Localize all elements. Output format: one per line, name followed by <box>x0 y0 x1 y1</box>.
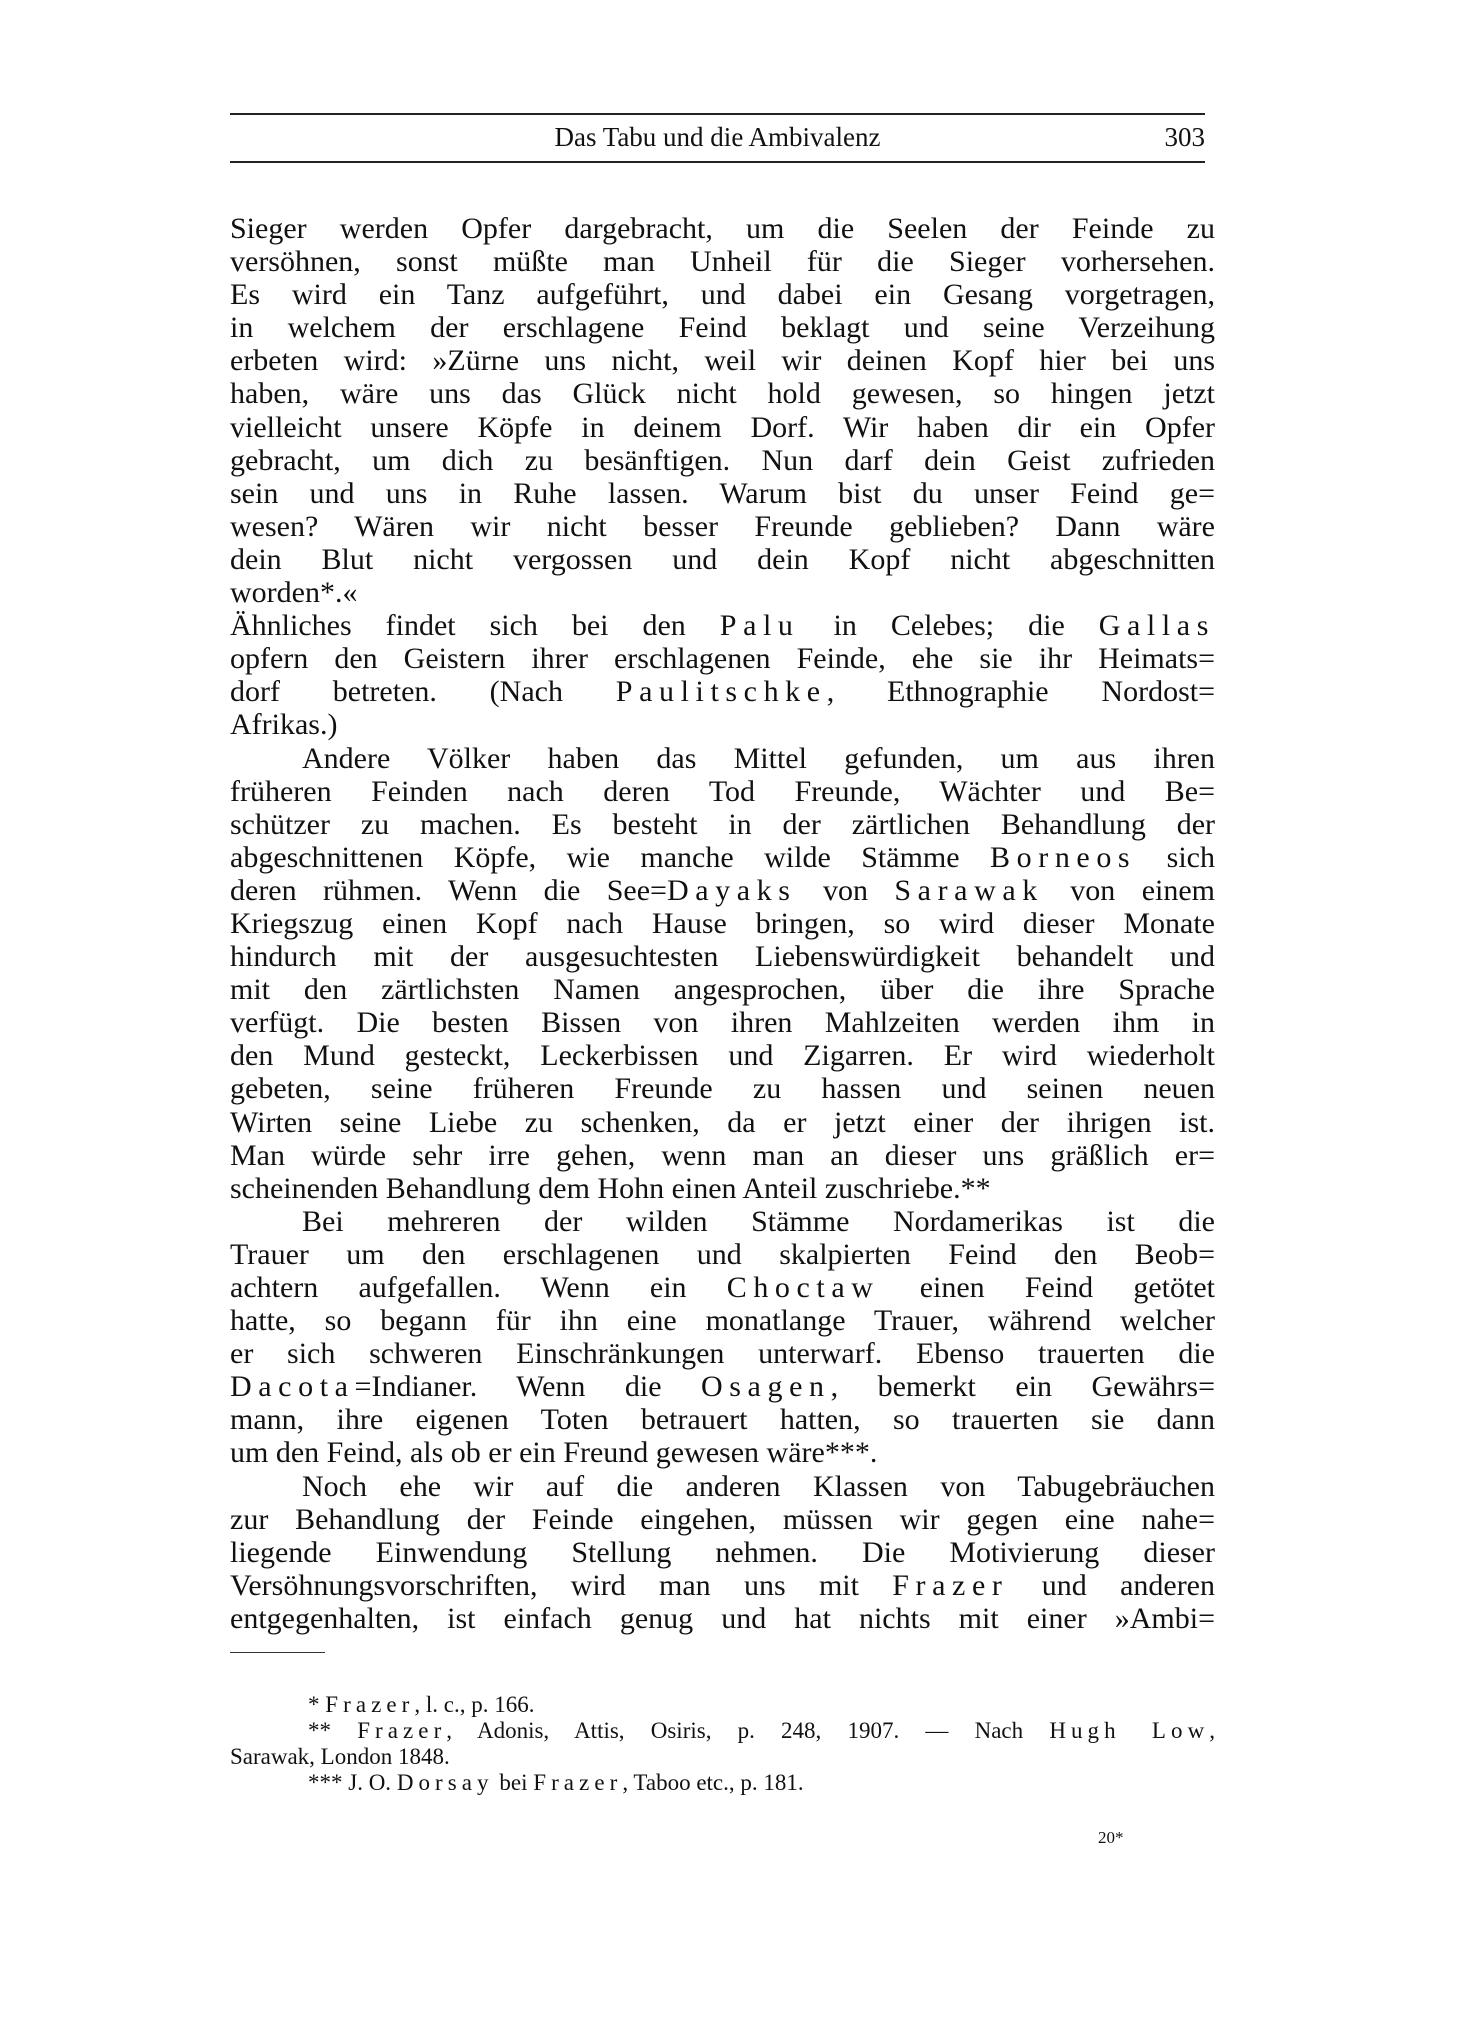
text-segment: , l. c., p. 166. <box>414 1692 535 1717</box>
spaced-name: Borneos <box>990 840 1137 874</box>
text-segment: den Mund gesteckt, Leckerbissen und Zigarren. Er wird wiederholt <box>230 1039 1215 1073</box>
text-line <box>230 675 1215 708</box>
text-segment: achtern aufgefallen. Wenn ein <box>230 1271 727 1304</box>
footnote-rule <box>230 1652 325 1653</box>
text-line <box>230 742 1215 775</box>
text-segment: =Indianer. Wenn die <box>354 1370 702 1404</box>
text-line <box>230 1503 1215 1536</box>
text-line <box>230 841 1215 874</box>
spaced-name: Dayaks <box>666 873 797 907</box>
text-segment: in welchem der erschlagene Feind beklagt und seine Verzeihung <box>230 311 1215 345</box>
footnote-line <box>230 1744 1215 1770</box>
text-segment: zur Behandlung der Feinde eingehen, müssen wir gegen eine nahe= <box>230 1502 1215 1536</box>
text-line <box>230 609 1215 642</box>
text-line <box>230 1436 1215 1469</box>
text-line <box>230 1337 1215 1370</box>
text-segment: , Adonis, Attis, Osiris, p. 248, 1907. — Nach <box>446 1718 1050 1743</box>
text-segment: um den Feind, als ob er ein Freund gewesen wäre***. <box>230 1436 878 1470</box>
text-segment: mann, ihre eigenen Toten betrauert hatten, so trauerten sie dann <box>230 1403 1215 1437</box>
text-segment: er sich schweren Einschränkungen unterwarf. Ebenso trauerten die <box>230 1337 1215 1371</box>
text-segment: gebeten, seine früheren Freunde zu hassen und seinen neuen <box>230 1072 1215 1106</box>
spaced-name: Frazer <box>325 1692 415 1717</box>
text-segment: vielleicht unsere Köpfe in deinem Dorf. Wir haben dir ein Opfer <box>230 410 1215 444</box>
text-segment: sein und uns in Ruhe lassen. Warum bist du unser Feind ge= <box>230 476 1215 510</box>
spaced-name: Choctaw <box>726 1271 880 1304</box>
text-segment: , Ethnographie Nordost= <box>826 675 1216 709</box>
text-segment: deren rühmen. Wenn die See= <box>230 873 667 907</box>
spaced-name: Frazer <box>892 1568 1009 1602</box>
text-line <box>230 907 1215 940</box>
text-line <box>230 808 1215 841</box>
text-line <box>230 1139 1215 1172</box>
text-segment: dein Blut nicht vergossen und dein Kopf nicht abgeschnitten <box>230 542 1215 576</box>
text-line <box>230 973 1215 1006</box>
text-segment: Es wird ein Tanz aufgeführt, und dabei ein Gesang vorgetragen, <box>230 278 1215 312</box>
text-line <box>230 1470 1215 1503</box>
text-line <box>230 1039 1215 1072</box>
signature-mark: 20* <box>1098 1828 1124 1847</box>
text-line <box>230 543 1215 576</box>
text-segment: Afrikas.) <box>230 708 338 742</box>
text-segment: verfügt. Die besten Bissen von ihren Mahlzeiten werden ihm in <box>230 1006 1215 1040</box>
text-segment: Wirten seine Liebe zu schenken, da er jetzt einer der ihrigen ist. <box>230 1105 1215 1139</box>
header-rule-bottom <box>230 161 1205 163</box>
text-segment: mit den zärtlichsten Namen angesprochen, über die ihre Sprache <box>230 973 1215 1007</box>
text-line <box>230 1205 1215 1238</box>
text-segment: sich <box>1136 840 1215 874</box>
text-segment: in Celebes; die <box>799 609 1099 643</box>
text-line <box>230 212 1215 245</box>
text-line <box>230 245 1215 278</box>
text-segment: wesen? Wären wir nicht besser Freunde geblieben? Dann wäre <box>230 509 1215 543</box>
text-segment: erbeten wird: »Zürne uns nicht, weil wir deinen Kopf hier bei uns <box>230 344 1215 378</box>
text-segment: einen Feind getötet <box>879 1271 1215 1304</box>
text-line <box>230 377 1215 410</box>
text-segment: schützer zu machen. Es besteht in der zärtlichen Behandlung der <box>230 807 1215 841</box>
text-line <box>230 874 1215 907</box>
text-segment: entgegenhalten, ist einfach genug und hat nichts mit einer »Ambi= <box>230 1601 1215 1635</box>
text-segment: Man würde sehr irre gehen, wenn man an dieser uns gräßlich er= <box>230 1138 1215 1172</box>
text-segment: , bemerkt ein Gewährs= <box>830 1370 1215 1404</box>
text-line <box>230 344 1215 377</box>
text-line <box>230 477 1215 510</box>
text-line <box>230 1271 1215 1304</box>
text-line <box>230 775 1215 808</box>
text-segment: Versöhnungsvorschriften, wird man uns mit <box>230 1568 893 1602</box>
text-segment: bei <box>493 1770 534 1795</box>
spaced-name: Hugh Low <box>1049 1718 1210 1743</box>
spaced-name: Dorsay <box>396 1770 494 1795</box>
text-line <box>230 1238 1215 1271</box>
text-segment: worden*.« <box>230 576 358 610</box>
running-title: Das Tabu und die Ambivalenz <box>554 122 881 152</box>
text-segment: , Taboo etc., p. 181. <box>622 1770 804 1795</box>
text-segment: abgeschnittenen Köpfe, wie manche wilde Stämme <box>230 840 991 874</box>
text-segment: haben, wäre uns das Glück nicht hold gewesen, so hingen jetzt <box>230 377 1215 411</box>
footnotes <box>230 1692 1215 1796</box>
text-segment: opfern den Geistern ihrer erschlagenen Feinde, ehe sie ihr Heimats= <box>230 642 1215 676</box>
text-segment: hindurch mit der ausgesuchtesten Liebenswürdigkeit behandelt und <box>230 940 1215 974</box>
text-line <box>230 278 1215 311</box>
spaced-name: Palu <box>719 609 800 643</box>
body-text <box>230 212 1215 1635</box>
text-line <box>230 444 1215 477</box>
text-segment: Sarawak, London 1848. <box>230 1744 450 1769</box>
footnote-line <box>230 1770 1215 1796</box>
text-line <box>230 411 1215 444</box>
text-segment: hatte, so begann für ihn eine monatlange Trauer, während welcher <box>230 1304 1215 1338</box>
text-line <box>230 642 1215 675</box>
text-line <box>230 1602 1215 1635</box>
text-segment: liegende Einwendung Stellung nehmen. Die Motivierung dieser <box>230 1535 1215 1569</box>
text-line <box>230 1403 1215 1436</box>
text-line <box>230 1106 1215 1139</box>
text-segment: scheinenden Behandlung dem Hohn einen Anteil zuschriebe.** <box>230 1171 991 1205</box>
spaced-name: Paulitschke <box>615 675 827 709</box>
text-line <box>230 708 1215 741</box>
footnote-line <box>230 1692 1215 1718</box>
text-line <box>230 940 1215 973</box>
text-segment: Bei mehreren der wilden Stämme Nordamerikas ist die <box>302 1204 1215 1238</box>
text-line <box>230 1006 1215 1039</box>
text-segment: dorf betreten. (Nach <box>230 675 616 709</box>
text-segment: von <box>796 873 895 907</box>
text-segment: Ähnliches findet sich bei den <box>230 609 720 643</box>
text-segment: Noch ehe wir auf die anderen Klassen von Tabugebräuchen <box>302 1469 1215 1503</box>
spaced-name: Frazer <box>533 1770 623 1795</box>
text-segment: , <box>1209 1718 1216 1743</box>
text-line <box>230 1536 1215 1569</box>
spaced-name: Gallas <box>1098 609 1215 643</box>
text-segment: *** J. O. <box>308 1770 397 1795</box>
text-segment: Sieger werden Opfer dargebracht, um die Seelen der Feinde zu <box>230 212 1215 245</box>
text-segment: Kriegszug einen Kopf nach Hause bringen, so wird dieser Monate <box>230 906 1215 940</box>
text-segment: Trauer um den erschlagenen und skalpierten Feind den Beob= <box>230 1237 1215 1271</box>
text-segment: früheren Feinden nach deren Tod Freunde, Wächter und Be= <box>230 774 1215 808</box>
text-segment: ** <box>308 1718 358 1743</box>
text-segment: von einem <box>1043 873 1215 907</box>
text-segment: gebracht, um dich zu besänftigen. Nun darf dein Geist zufrieden <box>230 443 1215 477</box>
header-rule-top <box>230 113 1205 115</box>
spaced-name: Sarawak <box>894 873 1044 907</box>
text-line <box>230 311 1215 344</box>
text-line <box>230 1072 1215 1105</box>
text-segment: Andere Völker haben das Mittel gefunden, um aus ihren <box>302 741 1215 775</box>
spaced-name: Frazer <box>357 1718 447 1743</box>
text-segment: versöhnen, sonst müßte man Unheil für die Sieger vorhersehen. <box>230 245 1215 279</box>
spaced-name: Dacota <box>230 1370 355 1404</box>
page-number: 303 <box>1164 122 1205 152</box>
text-segment: und anderen <box>1008 1568 1215 1602</box>
text-line <box>230 510 1215 543</box>
text-line <box>230 1569 1215 1602</box>
text-line <box>230 1304 1215 1337</box>
text-segment: * <box>308 1692 326 1717</box>
spaced-name: Osagen <box>701 1370 831 1404</box>
text-line <box>230 1172 1215 1205</box>
footnote-line <box>230 1718 1215 1744</box>
text-line <box>230 1370 1215 1403</box>
text-line <box>230 576 1215 609</box>
